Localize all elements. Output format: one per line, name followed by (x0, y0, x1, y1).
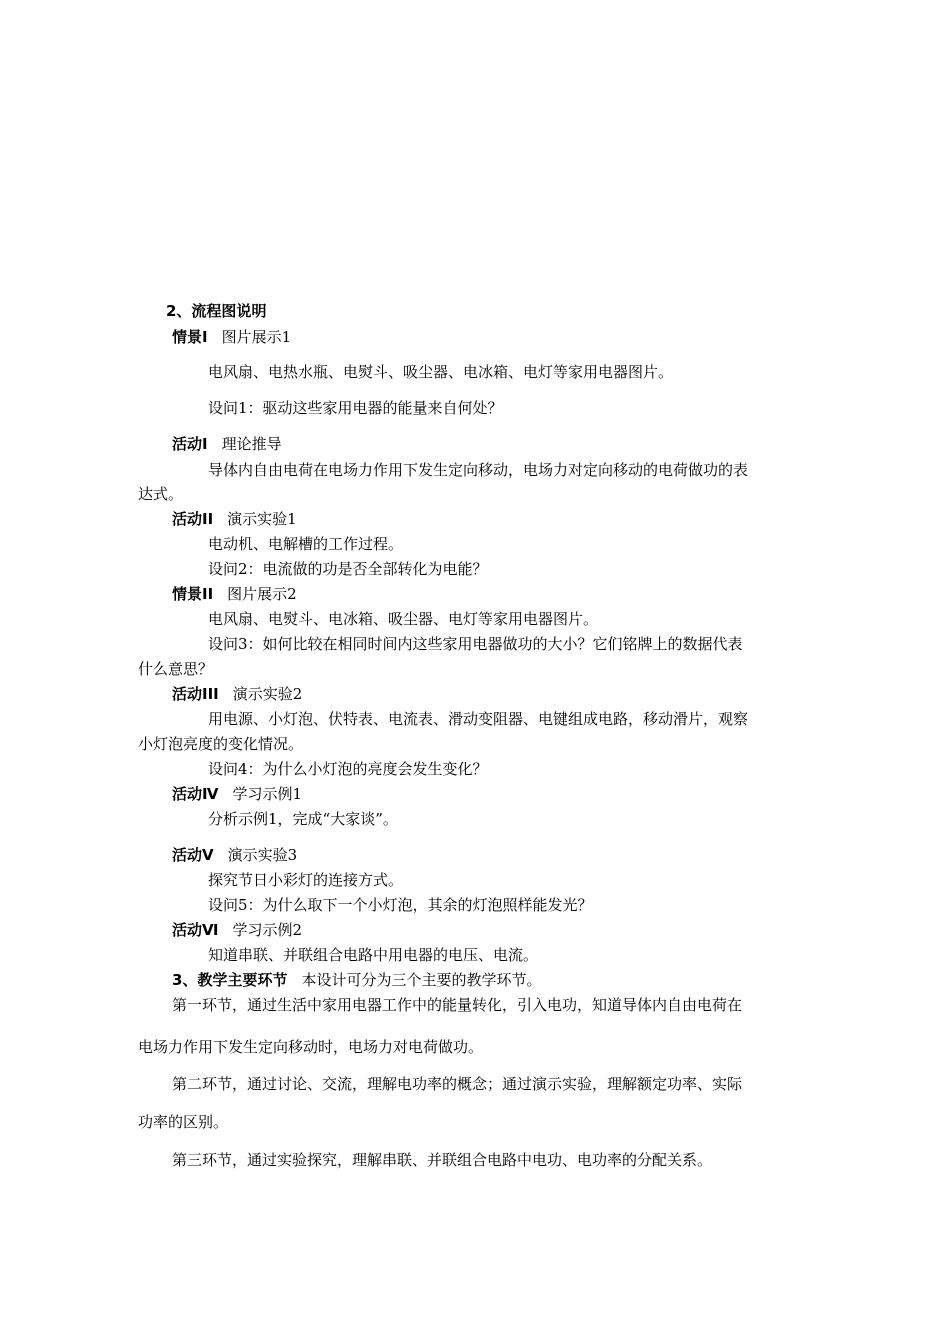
scene-2-title: 图片展示2 (227, 585, 297, 603)
section-3-header (172, 970, 541, 990)
activity-1-label: 活动Ⅰ (172, 435, 208, 453)
activity-4-label: 活动Ⅳ (172, 785, 219, 803)
activity-1-header (172, 434, 282, 454)
section-2-heading: 2、流程图说明 (166, 302, 267, 320)
activity-3-text-line1: 用电源、小灯泡、伏特表、电流表、滑动变阻器、电键组成电路，移动滑片，观察 (208, 710, 749, 728)
activity-5-text: 探究节日小彩灯的连接方式。 (208, 871, 404, 889)
section-3-para3: 第三环节，通过实验探究，理解串联、并联组合电路中电功、电功率的分配关系。 (172, 1151, 713, 1169)
section-3-para2-line2: 功率的区别。 (138, 1113, 229, 1131)
activity-1-title: 理论推导 (221, 435, 282, 453)
activity-4-text: 分析示例1，完成“大家谈”。 (208, 810, 398, 828)
activity-3-text-line2: 小灯泡亮度的变化情况。 (138, 735, 304, 753)
section-3-intro: 本设计可分为三个主要的教学环节。 (301, 971, 542, 989)
activity-1-text-line1: 导体内自由电荷在电场力作用下发生定向移动，电场力对定向移动的电荷做功的表 (208, 461, 749, 479)
scene-1-text: 电风扇、电热水瓶、电熨斗、吸尘器、电冰箱、电灯等家用电器图片。 (208, 363, 674, 381)
activity-2-question: 设问2：电流做的功是否全部转化为电能？ (208, 560, 488, 578)
activity-3-question: 设问4：为什么小灯泡的亮度会发生变化？ (208, 760, 488, 778)
activity-6-header (172, 920, 302, 940)
activity-1-text-line2: 达式。 (138, 485, 184, 503)
scene-1-label: 情景Ⅰ (172, 328, 208, 346)
scene-1-question: 设问1：驱动这些家用电器的能量来自何处？ (208, 399, 503, 417)
activity-2-label: 活动II (172, 510, 214, 528)
activity-2-title: 演示实验1 (227, 510, 297, 528)
activity-2-text: 电动机、电解槽的工作过程。 (208, 535, 404, 553)
activity-6-text: 知道串联、并联组合电路中用电器的电压、电流。 (208, 946, 539, 964)
activity-5-label: 活动Ⅴ (172, 846, 214, 864)
activity-6-title: 学习示例2 (232, 921, 303, 939)
activity-2-header (172, 509, 297, 529)
section-3-heading: 3、教学主要环节 (172, 971, 288, 989)
scene-1-header (172, 327, 291, 347)
activity-4-header (172, 784, 302, 804)
section-3-para1-line1: 第一环节，通过生活中家用电器工作中的能量转化，引入电功，知道导体内自由电荷在 (172, 996, 743, 1014)
scene-1-title: 图片展示1 (221, 328, 292, 346)
activity-5-header (172, 845, 297, 865)
activity-4-title: 学习示例1 (232, 785, 303, 803)
activity-3-label: 活动III (172, 685, 219, 703)
activity-5-question: 设问5：为什么取下一个小灯泡，其余的灯泡照样能发光？ (208, 896, 593, 914)
section-3-para2-line1: 第二环节，通过讨论、交流，理解电功率的概念；通过演示实验，理解额定功率、实际 (172, 1075, 743, 1093)
scene-2-text: 电风扇、电熨斗、电冰箱、吸尘器、电灯等家用电器图片。 (208, 610, 599, 628)
scene-2-question-line1: 设问3：如何比较在相同时间内这些家用电器做功的大小？它们铭牌上的数据代表 (208, 635, 743, 653)
activity-6-label: 活动Ⅵ (172, 921, 219, 939)
activity-3-header (172, 684, 302, 704)
scene-2-label: 情景II (172, 585, 214, 603)
scene-2-question-line2: 什么意思？ (138, 660, 214, 678)
scene-2-header (172, 584, 297, 604)
section-3-para1-line2: 电场力作用下发生定向移动时，电场力对电荷做功。 (138, 1038, 484, 1056)
activity-5-title: 演示实验3 (227, 846, 298, 864)
activity-3-title: 演示实验2 (232, 685, 303, 703)
